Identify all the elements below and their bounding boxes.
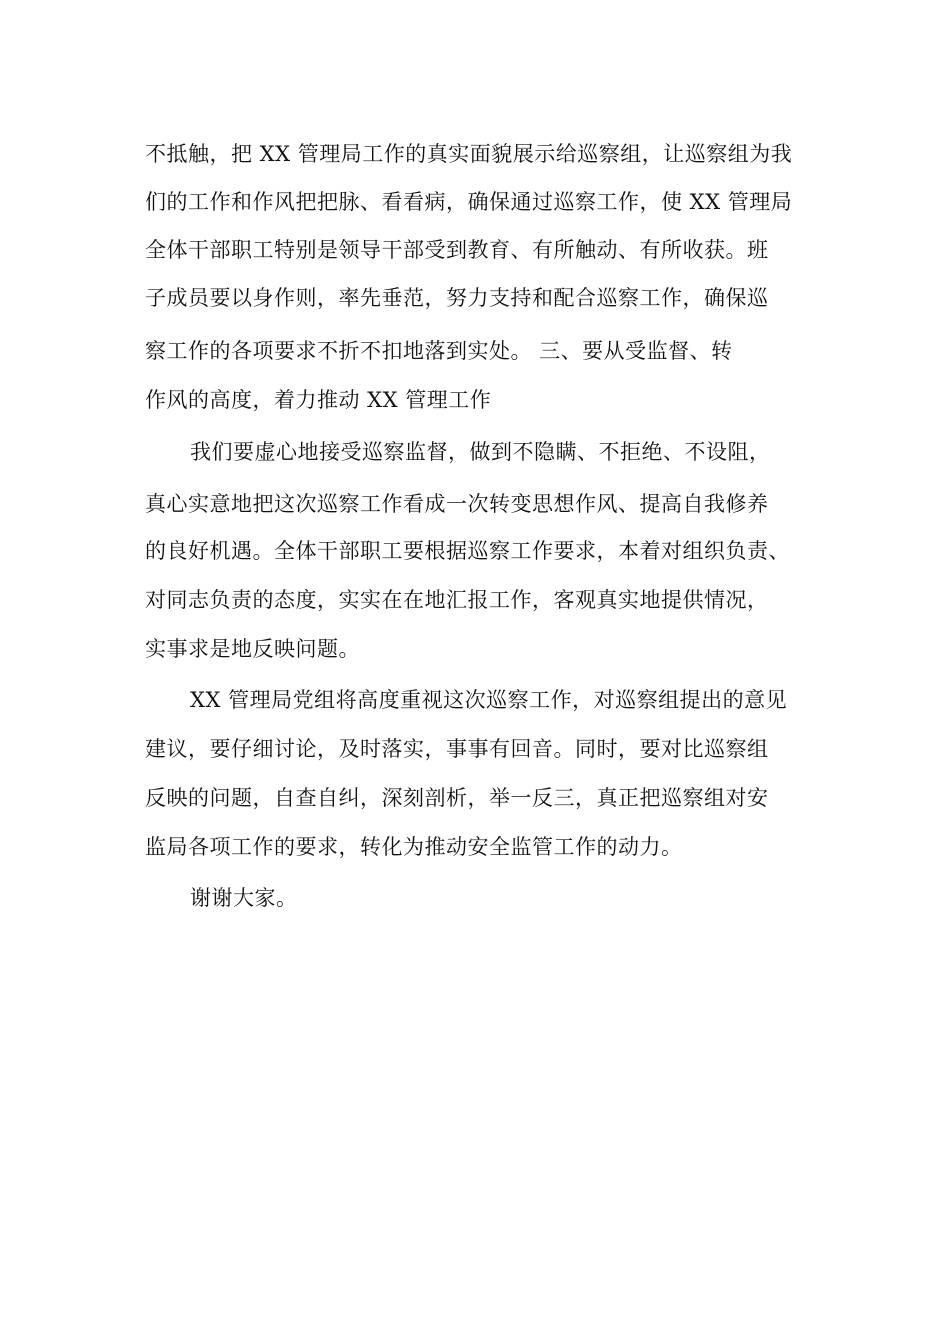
- paragraph-line: 作风的高度，着力推动 XX 管理工作: [145, 388, 492, 412]
- paragraph-line: 反映的问题，自查自纠，深刻剖析，举一反三，真正把巡察组对安: [145, 786, 769, 810]
- paragraph-line: 子成员要以身作则，率先垂范，努力支持和配合巡察工作，确保巡: [145, 286, 769, 310]
- paragraph-line: 们的工作和作风把把脉、看看病，确保通过巡察工作，使 XX 管理局: [145, 190, 793, 214]
- paragraph-line: 实事求是地反映问题。: [145, 637, 360, 661]
- paragraph-line: 谢谢大家。: [190, 886, 298, 910]
- paragraph-line: 我们要虚心地接受巡察监督，做到不隐瞒、不拒绝、不设阻，: [190, 440, 771, 464]
- paragraph-line: 对同志负责的态度，实实在在地汇报工作，客观真实地提供情况，: [145, 588, 769, 612]
- paragraph-line: 建议，要仔细讨论，及时落实，事事有回音。同时，要对比巡察组: [145, 737, 769, 761]
- paragraph-line: 不抵触，把 XX 管理局工作的真实面貌展示给巡察组，让巡察组为我: [145, 142, 793, 166]
- paragraph-line: 的良好机遇。全体干部职工要根据巡察工作要求，本着对组织负责、: [145, 539, 790, 563]
- paragraph-line: 监局各项工作的要求，转化为推动安全监管工作的动力。: [145, 835, 683, 859]
- paragraph-line: 真心实意地把这次巡察工作看成一次转变思想作风、提高自我修养: [145, 492, 769, 516]
- paragraph-line: 全体干部职工特别是领导干部受到教育、有所触动、有所收获。班: [145, 238, 769, 262]
- paragraph-line: XX 管理局党组将高度重视这次巡察工作，对巡察组提出的意见: [190, 688, 788, 712]
- paragraph-line: 察工作的各项要求不折不扣地落到实处。 三、要从受监督、转: [145, 339, 733, 363]
